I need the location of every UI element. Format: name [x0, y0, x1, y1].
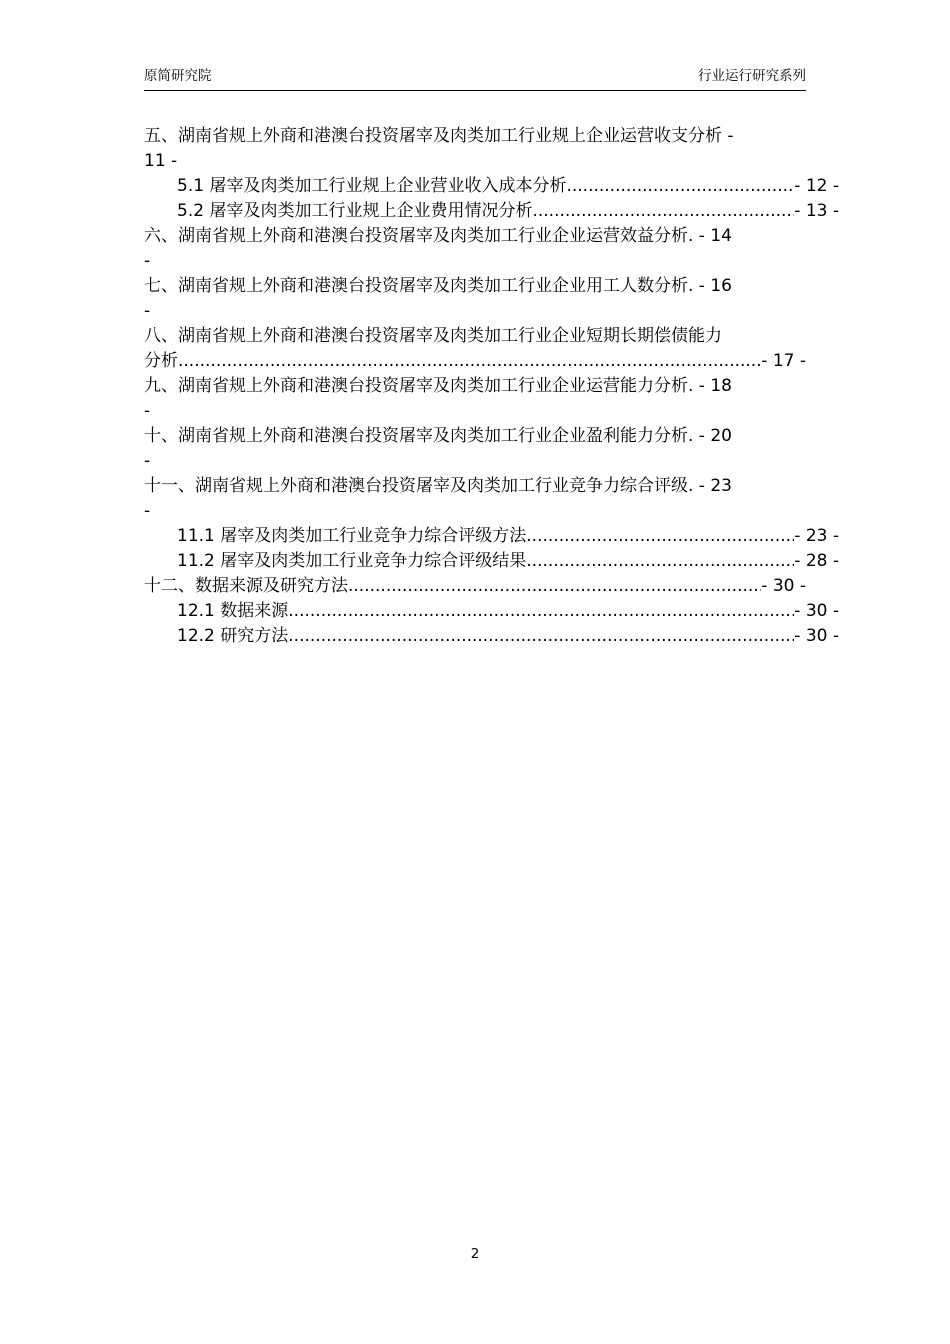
- toc-entry-12-2[interactable]: [144, 624, 839, 649]
- header-org-name: 原简研究院: [144, 68, 212, 84]
- toc-entry-10-line2: -: [144, 451, 151, 471]
- toc-entry-7[interactable]: [144, 274, 806, 324]
- toc-leader-dots: [566, 174, 794, 199]
- toc-entry-title: 5.1 屠宰及肉类加工行业规上企业营业收入成本分析: [177, 176, 567, 196]
- toc-entry-11-2[interactable]: [144, 549, 839, 574]
- toc-page-number: - 30 -: [794, 626, 839, 646]
- toc-leader-dots: [178, 349, 761, 374]
- toc-entry-title: 十二、数据来源及研究方法: [144, 576, 348, 596]
- toc-entry-9-line2: -: [144, 401, 151, 421]
- toc-leader-dots: [288, 624, 794, 649]
- toc-entry-5-line2: 11 -: [144, 151, 178, 171]
- toc-leader-dots: [526, 524, 794, 549]
- toc-entry-10[interactable]: [144, 424, 806, 474]
- toc-entry-11-line1: 十一、湖南省规上外商和港澳台投资屠宰及肉类加工行业竞争力综合评级. - 23: [144, 476, 732, 496]
- toc-entry-5-1[interactable]: [144, 174, 839, 199]
- toc-entry-9[interactable]: [144, 374, 806, 424]
- table-of-contents: [144, 124, 839, 649]
- toc-entry-9-line1: 九、湖南省规上外商和港澳台投资屠宰及肉类加工行业企业运营能力分析. - 18: [144, 376, 732, 396]
- toc-entry-8[interactable]: [144, 324, 806, 374]
- toc-page-number: - 28 -: [794, 551, 839, 571]
- toc-leader-dots: [288, 599, 794, 624]
- toc-entry-title: 11.2 屠宰及肉类加工行业竞争力综合评级结果: [177, 551, 527, 571]
- toc-page-number: - 13 -: [794, 201, 839, 221]
- toc-page-number: - 17 -: [761, 351, 806, 371]
- toc-entry-11-1[interactable]: [144, 524, 839, 549]
- toc-entry-6-line2: -: [144, 251, 151, 271]
- toc-entry-11-line2: -: [144, 501, 151, 521]
- toc-entry-7-line2: -: [144, 301, 151, 321]
- toc-entry-7-line1: 七、湖南省规上外商和港澳台投资屠宰及肉类加工行业企业用工人数分析. - 16: [144, 276, 732, 296]
- toc-entry-10-line1: 十、湖南省规上外商和港澳台投资屠宰及肉类加工行业企业盈利能力分析. - 20: [144, 426, 732, 446]
- toc-leader-dots: [526, 549, 794, 574]
- toc-page-number: - 30 -: [761, 576, 806, 596]
- toc-entry-6[interactable]: [144, 224, 806, 274]
- header-series-name: 行业运行研究系列: [698, 68, 806, 84]
- toc-entry-8-line2: 分析: [144, 351, 178, 371]
- toc-entry-5-2[interactable]: [144, 199, 839, 224]
- toc-entry-6-line1: 六、湖南省规上外商和港澳台投资屠宰及肉类加工行业企业运营效益分析. - 14: [144, 226, 732, 246]
- page-footer: [0, 1246, 950, 1262]
- toc-leader-dots: [348, 574, 761, 599]
- page-header: [144, 66, 806, 91]
- toc-page-number: - 30 -: [794, 601, 839, 621]
- toc-entry-12[interactable]: [144, 574, 806, 599]
- toc-entry-title: 12.1 数据来源: [177, 601, 289, 621]
- toc-page-number: - 23 -: [794, 526, 839, 546]
- toc-entry-title: 12.2 研究方法: [177, 626, 289, 646]
- toc-entry-5[interactable]: [144, 124, 806, 174]
- toc-entry-11[interactable]: [144, 474, 806, 524]
- toc-leader-dots: [532, 199, 794, 224]
- toc-page-number: - 12 -: [794, 176, 839, 196]
- toc-entry-12-1[interactable]: [144, 599, 839, 624]
- toc-entry-title: 5.2 屠宰及肉类加工行业规上企业费用情况分析: [177, 201, 533, 221]
- page-number: 2: [470, 1246, 480, 1262]
- toc-entry-title: 11.1 屠宰及肉类加工行业竞争力综合评级方法: [177, 526, 527, 546]
- toc-entry-5-line1: 五、湖南省规上外商和港澳台投资屠宰及肉类加工行业规上企业运营收支分析 -: [144, 126, 734, 146]
- toc-entry-8-line1: 八、湖南省规上外商和港澳台投资屠宰及肉类加工行业企业短期长期偿债能力: [144, 326, 722, 346]
